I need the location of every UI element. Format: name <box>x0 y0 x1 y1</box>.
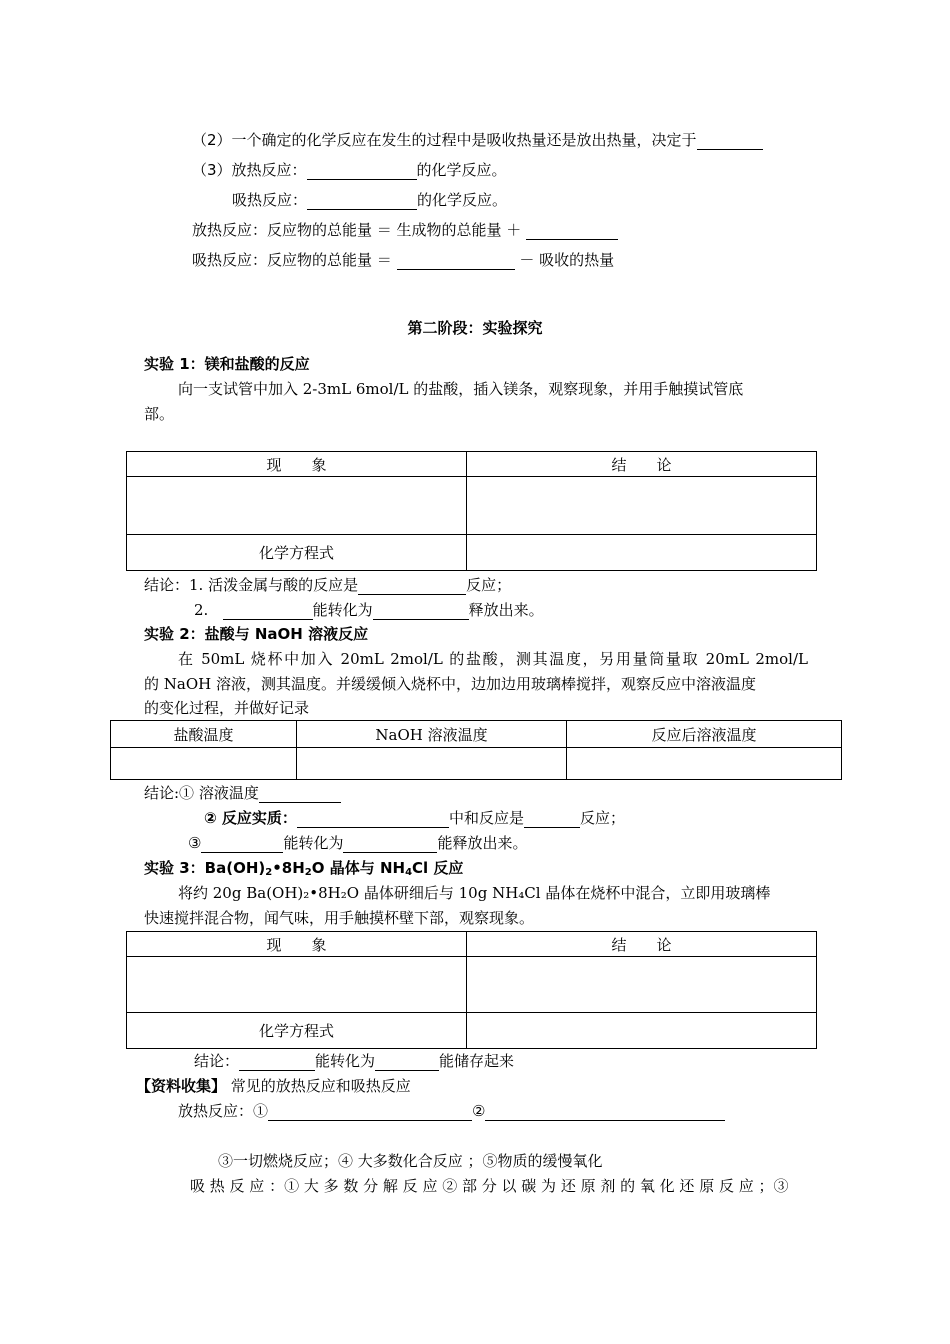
data-collection-heading: 【资料收集】 常见的放热反应和吸热反应 <box>136 1077 411 1095</box>
blank[interactable] <box>373 603 469 620</box>
experiment-1-description-line2: 部。 <box>144 405 175 423</box>
experiment-3-table <box>126 931 817 1049</box>
blank[interactable] <box>358 578 466 595</box>
header-conclusion: 结 论 <box>467 932 817 957</box>
equation-cell[interactable] <box>467 535 817 571</box>
experiment-2-conclusion-3: ③ 能转化为 能释放出来。 <box>188 834 528 852</box>
blank[interactable] <box>307 193 417 210</box>
experiment-3-conclusion: 结论： 能转化为 能储存起来 <box>194 1052 515 1070</box>
naoh-temperature-cell[interactable] <box>297 748 567 780</box>
blank[interactable] <box>268 1104 472 1121</box>
header-hcl-temperature: 盐酸温度 <box>111 721 297 748</box>
blank[interactable] <box>223 603 313 620</box>
blank[interactable] <box>526 223 618 240</box>
experiment-3-description-line1: 将约 20g Ba(OH)₂•8H₂O 晶体研细后与 10g NH₄Cl 晶体在烧杯中混合，立即用玻璃棒 <box>178 884 771 902</box>
equation-cell[interactable] <box>467 1013 817 1049</box>
header-conclusion: 结 论 <box>467 452 817 477</box>
blank[interactable] <box>201 836 283 853</box>
blank[interactable] <box>524 811 580 828</box>
experiment-2-description-line2: 的 NaOH 溶液，测其温度。并缓缓倾入烧杯中，边加边用玻璃棒搅拌，观察反应中溶液温度 <box>144 675 756 693</box>
header-phenomenon: 现 象 <box>127 452 467 477</box>
blank[interactable] <box>343 836 437 853</box>
header-phenomenon: 现 象 <box>127 932 467 957</box>
endothermic-list-line: 吸 热 反 应 ：① 大 多 数 分 解 反 应 ② 部 分 以 碳 为 还 原 剂 的 氧 化 还 原 反 应 ；③ <box>190 1177 789 1195</box>
experiment-2-title: 实验 2：盐酸与 NaOH 溶液反应 <box>144 625 369 643</box>
final-temperature-cell[interactable] <box>567 748 842 780</box>
section-title: 第二阶段：实验探究 <box>407 319 543 337</box>
header-naoh-temperature: NaOH 溶液温度 <box>297 721 567 748</box>
blank[interactable] <box>697 133 763 150</box>
equation-label: 化学方程式 <box>127 1013 467 1049</box>
blank[interactable] <box>259 786 341 803</box>
endothermic-energy-equation: 吸热反应：反应物的总能量 ＝ － 吸收的热量 <box>192 251 615 269</box>
experiment-2-table <box>110 720 842 780</box>
blank[interactable] <box>485 1104 725 1121</box>
experiment-1-table <box>126 451 817 571</box>
question-3-endothermic: 吸热反应： 的化学反应。 <box>232 191 508 209</box>
experiment-1-title: 实验 1：镁和盐酸的反应 <box>144 355 310 373</box>
experiment-2-description-line3: 的变化过程，并做好记录 <box>144 699 310 717</box>
experiment-1-conclusion-1: 结论：1. 活泼金属与酸的反应是 反应； <box>144 576 512 594</box>
experiment-3-title: 实验 3：$Ba(OH)_2•8H_2O$ 晶体与 $NH_4Cl$ 反应 <box>144 859 464 878</box>
conclusion-cell[interactable] <box>467 957 817 1013</box>
blank[interactable] <box>375 1054 439 1071</box>
question-3-exothermic: （3）放热反应： 的化学反应。 <box>192 161 507 179</box>
hcl-temperature-cell[interactable] <box>111 748 297 780</box>
phenomenon-cell[interactable] <box>127 477 467 535</box>
experiment-3-description-line2: 快速搅拌混合物，闻气味，用手触摸杯壁下部，观察现象。 <box>144 909 535 927</box>
experiment-1-description-line1: 向一支试管中加入 2-3mL 6mol/L 的盐酸，插入镁条，观察现象，并用手触摸试管底 <box>178 380 744 398</box>
blank[interactable] <box>297 811 449 828</box>
experiment-2-description-line1: 在 50mL 烧杯中加入 20mL 2mol/L 的盐酸，测其温度，另用量筒量取 20mL 2mol/L <box>178 650 808 668</box>
blank[interactable] <box>307 163 417 180</box>
exothermic-energy-equation: 放热反应：反应物的总能量 ＝ 生成物的总能量 ＋ <box>192 220 618 240</box>
equation-label: 化学方程式 <box>127 535 467 571</box>
conclusion-cell[interactable] <box>467 477 817 535</box>
exothermic-list-line2: ③一切燃烧反应；④ 大多数化合反应 ；⑤物质的缓慢氧化 <box>218 1152 603 1170</box>
header-final-temperature: 反应后溶液温度 <box>567 721 842 748</box>
experiment-1-conclusion-2: 2. 能转化为 释放出来。 <box>194 601 544 619</box>
blank[interactable] <box>239 1054 315 1071</box>
blank[interactable] <box>397 253 515 270</box>
experiment-2-conclusion-2: ② 反应实质： 中和反应是 反应； <box>204 809 625 827</box>
experiment-2-conclusion-1: 结论:① 溶液温度 <box>144 783 341 803</box>
exothermic-list-line1: 放热反应：① ② <box>178 1101 725 1121</box>
phenomenon-cell[interactable] <box>127 957 467 1013</box>
question-2: （2）一个确定的化学反应在发生的过程中是吸收热量还是放出热量，决定于 <box>192 130 763 150</box>
